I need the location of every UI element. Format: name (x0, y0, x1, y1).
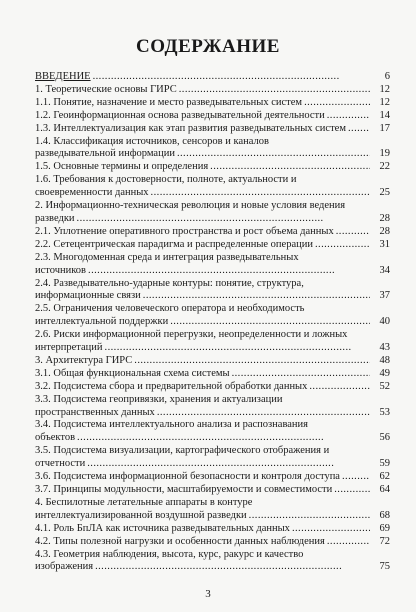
toc-page-number: 34 (379, 264, 390, 276)
toc-page-number: 43 (379, 342, 390, 354)
toc-entry-text: отчетности (35, 458, 86, 470)
dot-leader (315, 239, 370, 252)
toc-entry-text: 2.1. Уплотнение оперативного пространства и рост объема данных (35, 225, 334, 237)
toc-entry-text: 1.4. Классификация источников, сенсоров и каналов (35, 135, 269, 147)
toc-entry-text: 2.2. Сетецентрическая парадигма и распределенные операции (35, 238, 313, 250)
toc-entry-text: интеллектуальной поддержки (35, 316, 169, 328)
toc-entry-text: 2. Информационно-техническая революция и новые условия ведения (35, 200, 346, 212)
dot-leader (249, 510, 370, 523)
toc-entry-text: интеллектуализированной воздушной разведки (35, 509, 247, 521)
toc-page-number: 14 (379, 109, 390, 121)
toc-entry (35, 368, 390, 381)
toc-page-number: 28 (379, 225, 390, 237)
toc-entry-text: 1.1. Понятие, назначение и место разведывательных систем (35, 96, 303, 108)
toc-entry (35, 497, 390, 523)
dot-leader (88, 265, 370, 278)
toc-entry-text: 2.6. Риски информационной перегрузки, неопределенности и ложных (35, 329, 348, 341)
dot-leader (93, 71, 370, 84)
toc-entry (35, 381, 390, 394)
toc-entry-text: 2.5. Ограничения человеческого оператора и необходимость (35, 303, 305, 315)
toc-page-number: 48 (379, 354, 390, 366)
dot-leader (179, 84, 370, 97)
toc-entry-text: разведывательной информации (35, 148, 175, 160)
toc-entry-text: 4. Беспилотные летательные аппараты в контуре (35, 496, 253, 508)
toc-page-number: 12 (379, 83, 390, 95)
toc-entry-text: изображения (35, 561, 94, 573)
toc-entry (35, 226, 390, 239)
toc-entry (35, 445, 390, 471)
toc-page-number: 17 (379, 122, 390, 134)
toc-entry (35, 484, 390, 497)
dot-leader (170, 316, 370, 329)
toc-entry (35, 123, 390, 136)
toc-entry-text: 3.3. Подсистема геопривязки, хранения и актуализации (35, 393, 283, 405)
toc-entry (35, 355, 390, 368)
toc-entry-text: 3.4. Подсистема интеллектуального анализа и распознавания (35, 419, 308, 431)
dot-leader (157, 407, 370, 420)
dot-leader (336, 226, 370, 239)
toc-entry (35, 303, 390, 329)
dot-leader (309, 381, 370, 394)
page-number: 3 (205, 588, 211, 600)
toc-entry-text: 2.4. Разведывательно-ударные контуры: понятие, структура, (35, 277, 304, 289)
toc-page-number: 59 (379, 458, 390, 470)
toc-page-number: 31 (379, 238, 390, 250)
dot-leader (327, 536, 370, 549)
toc-page-number: 72 (379, 535, 390, 547)
toc-entry-text: 3.2. Подсистема сбора и предварительной обработки данных (35, 380, 308, 392)
toc-entry (35, 136, 390, 162)
toc-entry-text: информационные связи (35, 290, 141, 302)
toc-page-number: 56 (379, 432, 390, 444)
toc-page-number: 68 (379, 509, 390, 521)
toc-entry (35, 174, 390, 200)
toc-page-number: 62 (379, 471, 390, 483)
toc-page-number: 6 (384, 71, 390, 82)
dot-leader (232, 368, 370, 381)
toc-entry (35, 110, 390, 123)
toc-entry (35, 239, 390, 252)
toc-entry (35, 536, 390, 549)
toc-page-number: 22 (379, 161, 390, 173)
toc-page-number: 53 (379, 406, 390, 418)
toc-entry-text: источников (35, 264, 87, 276)
toc-page-number: 12 (379, 96, 390, 108)
toc-entry (35, 200, 390, 226)
toc-entry (35, 471, 390, 484)
dot-leader (177, 148, 370, 161)
toc-entry-text: 1.2. Геоинформационная основа разведывательной деятельности (35, 109, 325, 121)
toc-entry (35, 394, 390, 420)
toc-entry-text: разведки (35, 212, 75, 224)
dot-leader (304, 97, 370, 110)
toc-page-number: 37 (379, 290, 390, 302)
toc-entry (35, 419, 390, 445)
toc-entry (35, 252, 390, 278)
dot-leader (210, 161, 370, 174)
toc-entry-text: объектов (35, 432, 76, 444)
toc-entry-text: 3.6. Подсистема информационной безопасности и контроля доступа (35, 471, 340, 483)
toc-entry-text: пространственных данных (35, 406, 155, 418)
toc-entry-text: 4.3. Геометрия наблюдения, высота, курс, ракурс и качество (35, 548, 304, 560)
toc-entry-text: ВВЕДЕНИЕ (35, 71, 91, 82)
dot-leader (348, 123, 370, 136)
toc-page-number: 64 (379, 484, 390, 495)
toc-entry-text: интерпретаций (35, 342, 103, 354)
toc-entry (35, 329, 390, 355)
toc-entry (35, 278, 390, 304)
toc-page-number: 25 (379, 187, 390, 199)
toc-entry-text: 1. Теоретические основы ГИРС (35, 83, 177, 95)
toc-entry-text: 3. Архитектура ГИРС (35, 354, 133, 366)
toc-page-number: 69 (379, 522, 390, 534)
page-title: СОДЕРЖАНИЕ (136, 36, 280, 57)
toc-page-number: 40 (379, 316, 390, 328)
toc-entry-text: 4.1. Роль БпЛА как источника разведывательных данных (35, 522, 290, 534)
toc-entry-text: 3.1. Общая функциональная схема системы (35, 367, 230, 379)
toc-entry-text: 1.5. Основные термины и определения (35, 161, 209, 173)
toc-entry (35, 161, 390, 174)
dot-leader (327, 110, 370, 123)
dot-leader (105, 342, 370, 355)
dot-leader (342, 471, 370, 484)
table-of-contents (35, 71, 390, 574)
toc-page-number: 28 (379, 212, 390, 224)
toc-entry-text: 1.6. Требования к достоверности, полноте, актуальности и (35, 174, 297, 186)
dot-leader (87, 458, 370, 471)
dot-leader (292, 523, 370, 536)
toc-entry-text: 1.3. Интеллектуализация как этап развития разведывательных систем (35, 122, 346, 134)
dot-leader (77, 432, 370, 445)
toc-page-number: 49 (379, 367, 390, 379)
toc-page-number: 19 (379, 148, 390, 160)
toc-entry-text: 3.5. Подсистема визуализации, картографического отображения и (35, 445, 330, 457)
dot-leader (134, 355, 370, 368)
dot-leader (77, 213, 370, 226)
dot-leader (151, 187, 370, 200)
toc-page-number: 52 (379, 380, 390, 392)
toc-entry-text: 4.2. Типы полезной нагрузки и особенности данных наблюдения (35, 535, 325, 547)
toc-entry (35, 97, 390, 110)
toc-entry (35, 71, 390, 84)
toc-page-number: 75 (379, 561, 390, 573)
toc-entry (35, 549, 390, 575)
dot-leader (95, 561, 370, 574)
toc-entry (35, 84, 390, 97)
dot-leader (143, 290, 370, 303)
dot-leader (334, 484, 370, 497)
toc-entry-text: 3.7. Принципы модульности, масштабируемости и совместимости (35, 484, 333, 495)
toc-entry (35, 523, 390, 536)
toc-entry-text: своевременности данных (35, 187, 149, 199)
toc-entry-text: 2.3. Многодоменная среда и интеграция разведывательных (35, 251, 299, 263)
